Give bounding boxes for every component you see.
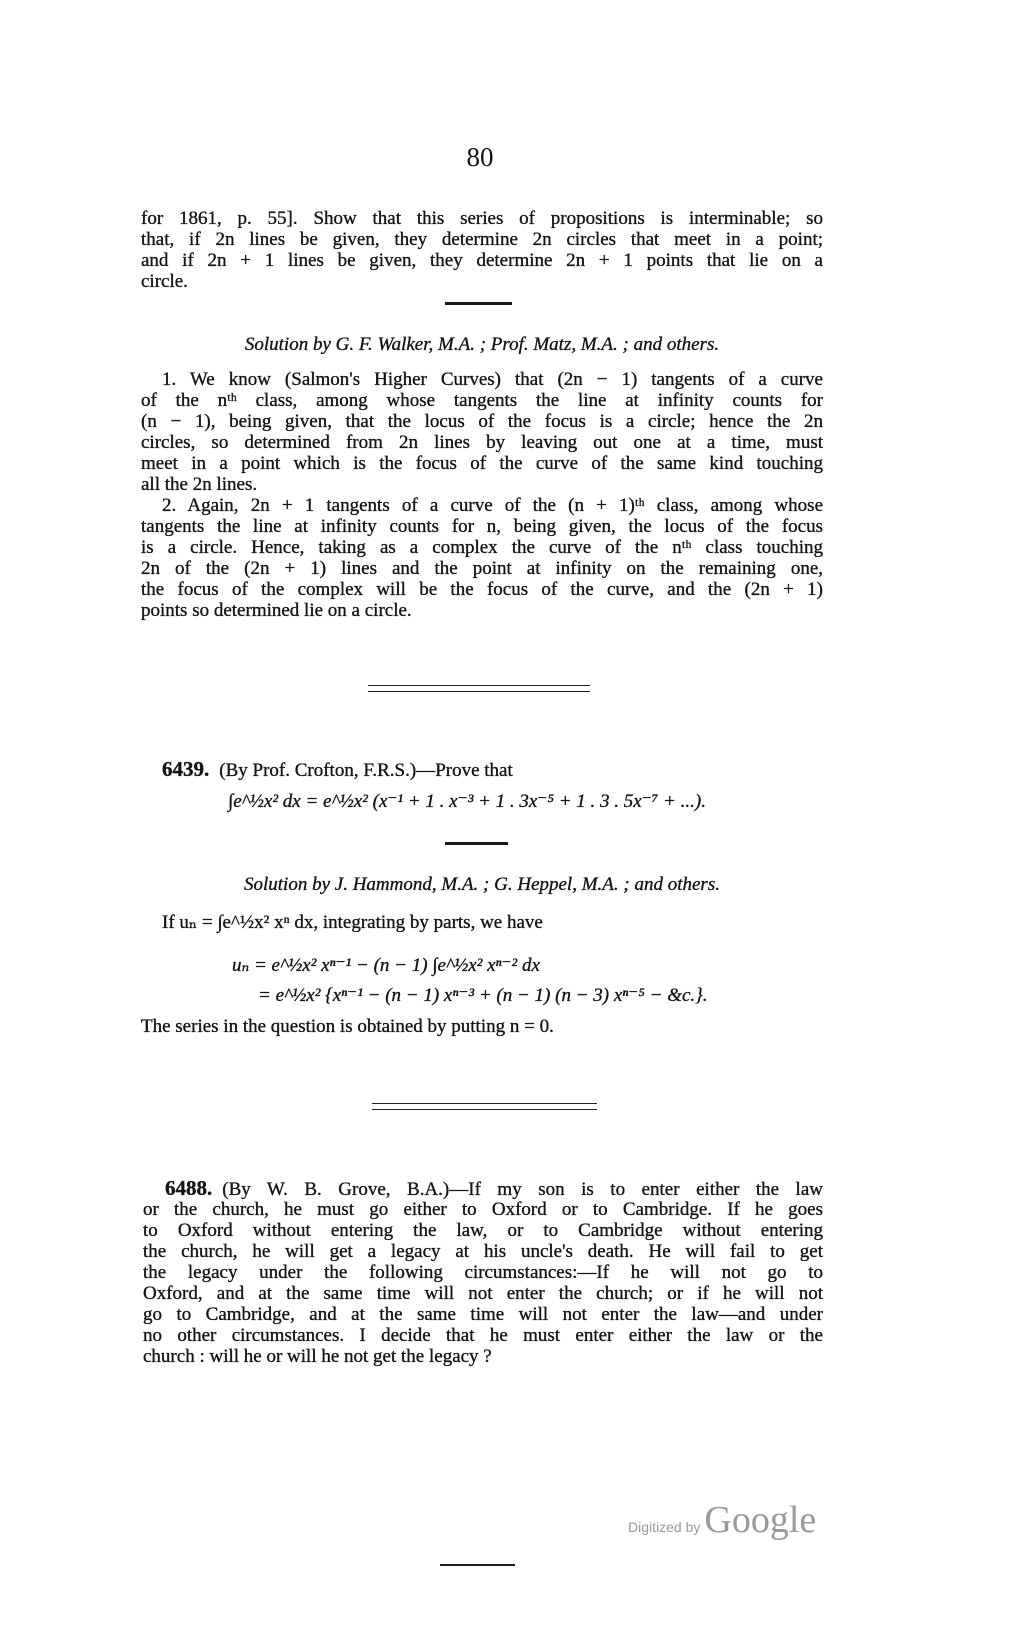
- text-line: 2. Again, 2n + 1 tangents of a curve of the (n + 1)ᵗʰ class, among whose: [162, 495, 823, 516]
- text-line: (n − 1), being given, that the locus of the focus is a circle; hence the 2n: [141, 411, 823, 432]
- question-text: (By Prof. Crofton, F.R.S.)—Prove that: [219, 760, 513, 781]
- double-rule: [368, 685, 590, 692]
- text-line: is a circle. Hence, taking as a complex the curve of the nᵗʰ class touching: [141, 537, 823, 558]
- solution-heading: Solution by G. F. Walker, M.A. ; Prof. Matz, M.A. ; and others.: [244, 334, 720, 355]
- text-line: go to Cambridge, and at the same time will not enter the law—and under: [143, 1304, 823, 1325]
- text-line: and if 2n + 1 lines be given, they determine 2n + 1 points that lie on a: [141, 250, 823, 271]
- text-line: circle.: [141, 271, 188, 292]
- solution-body: [141, 369, 823, 621]
- text-line: 1. We know (Salmon's Higher Curves) that (2n − 1) tangents of a curve: [162, 369, 823, 390]
- text-line: Oxford, and at the same time will not enter the church; or if he will not: [143, 1283, 823, 1304]
- bottom-rule: [440, 1564, 515, 1566]
- solution-intro: [162, 912, 762, 933]
- text-line: tangents the line at infinity counts for n, being given, the locus of the focus: [141, 516, 823, 537]
- text-line: 2n of the (2n + 1) lines and the point at infinity on the remaining one,: [141, 558, 823, 579]
- solution-heading: Solution by J. Hammond, M.A. ; G. Heppel, M.A. ; and others.: [244, 874, 720, 895]
- solution-conclusion: [141, 1016, 823, 1037]
- text-line: of the nᵗʰ class, among whose tangents the line at infinity counts for: [141, 390, 823, 411]
- text-line: that, if 2n lines be given, they determine 2n circles that meet in a point;: [141, 229, 823, 250]
- equation-line-2: = e^½x² {xⁿ⁻¹ − (n − 1) xⁿ⁻³ + (n − 1) (n − 3) xⁿ⁻⁵ − &c.}.: [258, 985, 708, 1006]
- question-body: [143, 1199, 823, 1367]
- text-line: the focus of the complex will be the focus of the curve, and the (2n + 1): [141, 579, 823, 600]
- google-watermark: [628, 1498, 816, 1542]
- text-line: to Oxford without entering the law, or to Cambridge without entering: [143, 1220, 823, 1241]
- page-number: 80: [466, 142, 494, 172]
- text-line: points so determined lie on a circle.: [141, 600, 412, 621]
- equation-line-1: uₙ = e^½x² xⁿ⁻¹ − (n − 1) ∫e^½x² xⁿ⁻² dx: [232, 955, 540, 976]
- question-text: (By W. B. Grove, B.A.)—If my son is to enter either the law: [222, 1179, 823, 1200]
- section-rule: [445, 302, 512, 305]
- text-line: for 1861, p. 55]. Show that this series of propositions is interminable; so: [141, 208, 823, 229]
- double-rule: [372, 1103, 597, 1110]
- text-line: circles, so determined from 2n lines by leaving out one at a time, must: [141, 432, 823, 453]
- question-equation: ∫e^½x² dx = e^½x² (x⁻¹ + 1 . x⁻³ + 1 . 3x⁻⁵ + 1 . 3 . 5x⁻⁷ + ...).: [228, 791, 707, 812]
- question-6439: [162, 759, 762, 780]
- google-logo: Google: [704, 1499, 817, 1541]
- question-6488: [143, 1178, 823, 1367]
- watermark-prefix: Digitized by: [628, 1519, 701, 1535]
- section-rule: [445, 842, 508, 845]
- text-line: all the 2n lines.: [141, 474, 258, 495]
- text-line: church : will he or will he not get the legacy ?: [143, 1346, 492, 1367]
- question-number: 6439.: [162, 757, 210, 781]
- text-line: no other circumstances. I decide that he must enter either the law or the: [143, 1325, 823, 1346]
- question-number: 6488.: [165, 1176, 213, 1200]
- text-line: meet in a point which is the focus of the curve of the same kind touching: [141, 453, 823, 474]
- conclusion-text: The series in the question is obtained by putting n = 0.: [141, 1016, 554, 1037]
- text-line: the legacy under the following circumstances:—If he will not go to: [143, 1262, 823, 1283]
- continuation-paragraph: [141, 208, 823, 292]
- solution-intro-text: If uₙ = ∫e^½x² xⁿ dx, integrating by parts, we have: [162, 912, 543, 933]
- text-line: the church, he will get a legacy at his uncle's death. He will fail to get: [143, 1241, 823, 1262]
- text-line: or the church, he must go either to Oxford or to Cambridge. If he goes: [143, 1199, 823, 1220]
